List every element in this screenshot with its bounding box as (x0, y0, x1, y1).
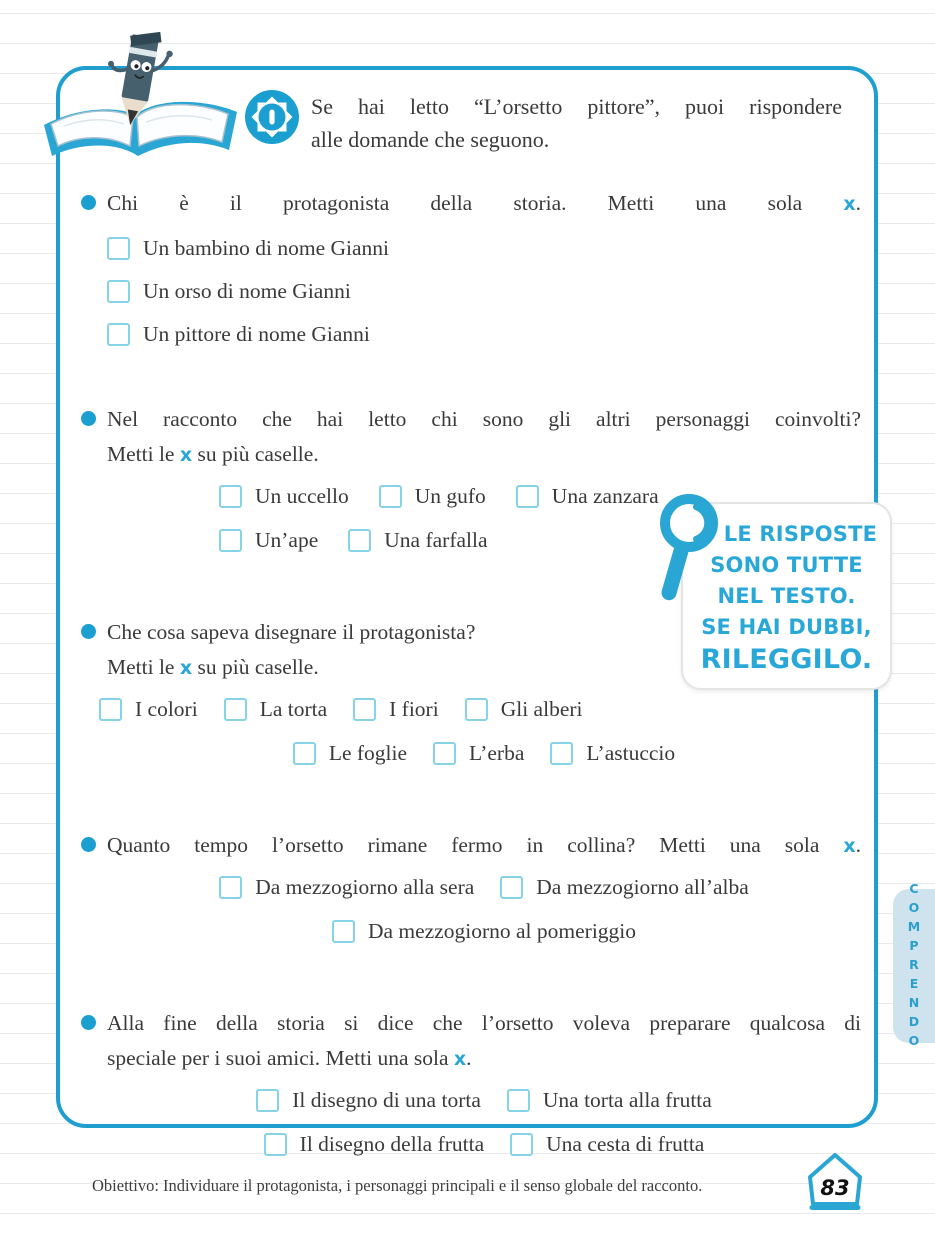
question-text: Chi è il protagonista della storia. Metti una sola x. (107, 191, 861, 215)
comprendo-tab-label: COMPRENDO (906, 880, 922, 1052)
checkbox-option[interactable] (224, 697, 327, 722)
checkbox-option[interactable] (516, 484, 659, 509)
checkbox-option[interactable] (500, 875, 749, 900)
checkbox-option[interactable] (353, 697, 439, 722)
bullet-icon (81, 1015, 96, 1030)
instruction-line1: Se hai letto “L’orsetto pittore”, puoi rispondere (311, 94, 842, 119)
x-mark-label: x (179, 444, 193, 466)
options-row (107, 910, 861, 952)
checkbox-option[interactable] (465, 697, 583, 722)
checkbox[interactable] (348, 529, 371, 552)
callout-line: NEL TESTO. (717, 584, 856, 608)
options-row (107, 1123, 861, 1165)
checkbox[interactable] (510, 1133, 533, 1156)
question-text: Nel racconto che hai letto chi sono gli altri personaggi coinvolti? Metti le x su più caselle. (107, 407, 861, 466)
checkbox-option[interactable] (379, 484, 486, 509)
page-number: 83 (820, 1176, 850, 1200)
checkbox-option[interactable] (107, 313, 861, 356)
checkbox-option[interactable] (107, 227, 861, 270)
x-mark-label: x (453, 1048, 467, 1070)
comprendo-tab (893, 880, 935, 1052)
callout-line: SE HAI DUBBI, (701, 615, 872, 639)
checkbox[interactable] (219, 529, 242, 552)
checkbox[interactable] (224, 698, 247, 721)
option-label: Le foglie (328, 740, 408, 765)
option-label: Il disegno della frutta (299, 1131, 485, 1156)
checkbox-option[interactable] (219, 875, 474, 900)
instruction-line2: alle domande che seguono. (311, 127, 550, 152)
callout-line-emphasis: RILEGGILO. (700, 644, 873, 675)
option-label: Da mezzogiorno alla sera (255, 874, 475, 899)
option-label: Una cesta di frutta (546, 1131, 705, 1156)
checkbox[interactable] (465, 698, 488, 721)
checkbox[interactable] (219, 485, 242, 508)
instruction-text (311, 90, 842, 156)
instruction (245, 90, 856, 156)
checkbox[interactable] (107, 280, 130, 303)
options-list (107, 227, 861, 356)
option-label: Un pittore di nome Gianni (143, 322, 370, 346)
option-label: L’astuccio (586, 740, 676, 765)
checkbox[interactable] (293, 742, 316, 765)
options-row (107, 1079, 861, 1121)
option-label: I colori (135, 696, 198, 721)
checkbox-option[interactable] (550, 741, 675, 766)
checkbox-option[interactable] (256, 1088, 481, 1113)
checkbox-option[interactable] (510, 1132, 704, 1157)
bullet-icon (81, 624, 96, 639)
question-1 (60, 186, 874, 356)
x-mark-label: x (843, 193, 856, 215)
checkbox[interactable] (500, 876, 523, 899)
checkbox-option[interactable] (219, 484, 349, 509)
checkbox[interactable] (219, 876, 242, 899)
footer-objective: Obiettivo: Individuare il protagonista, i personaggi principali e il senso globale del racconto. (92, 1176, 703, 1195)
checkbox[interactable] (516, 485, 539, 508)
options-row (107, 732, 861, 774)
option-label: Da mezzogiorno al pomeriggio (367, 918, 637, 943)
question-text: Quanto tempo l’orsetto rimane fermo in collina? Metti una sola x. (107, 833, 861, 857)
option-label: Un bambino di nome Gianni (143, 236, 390, 260)
checkbox[interactable] (99, 698, 122, 721)
bullet-icon (81, 837, 96, 852)
checkbox[interactable] (107, 323, 130, 346)
x-mark-label: x (843, 835, 856, 857)
option-label: Un uccello (255, 483, 349, 508)
option-label: La torta (259, 696, 328, 721)
callout-line: LE RISPOSTE (723, 522, 878, 546)
option-label: Da mezzogiorno all’alba (536, 874, 749, 899)
callout-line: SONO TUTTE (710, 553, 863, 577)
checkbox-option[interactable] (219, 528, 318, 553)
checkbox[interactable] (550, 742, 573, 765)
checkbox-option[interactable] (348, 528, 487, 553)
option-label: I fiori (389, 696, 439, 721)
bullet-icon (81, 195, 96, 210)
checkbox-option[interactable] (433, 741, 524, 766)
checkbox[interactable] (353, 698, 376, 721)
options-row (99, 688, 861, 730)
checkbox[interactable] (264, 1133, 287, 1156)
option-label: Un’ape (255, 527, 319, 552)
options-row (107, 866, 861, 908)
pencil-book-illustration (34, 22, 254, 177)
checkbox[interactable] (507, 1089, 530, 1112)
checkbox[interactable] (107, 237, 130, 260)
option-label: Un orso di nome Gianni (143, 279, 351, 303)
page-number-house (799, 1150, 871, 1214)
magnifier-icon (650, 490, 730, 614)
question-text: Alla fine della storia si dice che l’orsetto voleva preparare qualcosa di speciale per i suoi amici. Metti una sola x. (107, 1011, 861, 1070)
checkbox-option[interactable] (293, 741, 407, 766)
checkbox-option[interactable] (99, 697, 198, 722)
bullet-icon (81, 411, 96, 426)
question-text: Che cosa sapeva disegnare il protagonista? Metti le x su più caselle. (107, 620, 476, 679)
question-5 (60, 1006, 874, 1165)
option-label: Una torta alla frutta (542, 1087, 712, 1112)
option-label: Il disegno di una torta (292, 1087, 481, 1112)
x-mark-label: x (179, 657, 193, 679)
checkbox-option[interactable] (264, 1132, 484, 1157)
option-label: L’erba (469, 740, 525, 765)
option-label: Un gufo (414, 483, 486, 508)
checkbox[interactable] (256, 1089, 279, 1112)
checkbox[interactable] (379, 485, 402, 508)
option-label: Una farfalla (384, 527, 488, 552)
checkbox-option[interactable] (507, 1088, 712, 1113)
checkbox-option[interactable] (107, 270, 861, 313)
checkbox[interactable] (433, 742, 456, 765)
option-label: Gli alberi (500, 696, 583, 721)
question-4 (60, 828, 874, 952)
checkbox[interactable] (332, 920, 355, 943)
option-label: Una zanzara (551, 483, 659, 508)
checkbox-option[interactable] (332, 919, 636, 944)
